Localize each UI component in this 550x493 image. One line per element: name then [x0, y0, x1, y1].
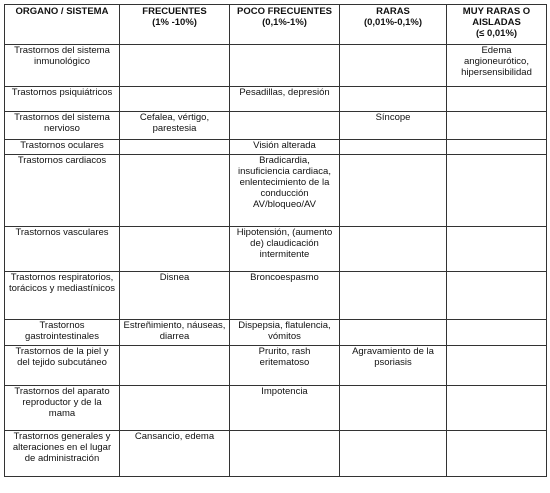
- poco-frecuentes-cell: [230, 45, 340, 87]
- header-organo-sistema: ORGANO / SISTEMA: [5, 5, 120, 45]
- header-muy-raras: MUY RARAS O AISLADAS (≤ 0,01%): [447, 5, 547, 45]
- muy-raras-cell: Edema angioneurótico, hipersensibilidad: [447, 45, 547, 87]
- organ-cell: Trastornos cardiacos: [5, 155, 120, 227]
- muy-raras-cell: [447, 87, 547, 112]
- frecuentes-cell: [120, 155, 230, 227]
- muy-raras-cell: [447, 272, 547, 320]
- raras-cell: [340, 272, 447, 320]
- organ-cell: Trastornos del sistema inmunológico: [5, 45, 120, 87]
- frecuentes-cell: [120, 140, 230, 155]
- poco-frecuentes-cell: Visión alterada: [230, 140, 340, 155]
- muy-raras-cell: [447, 227, 547, 272]
- poco-frecuentes-cell: [230, 112, 340, 140]
- raras-cell: [340, 431, 447, 477]
- table-row: [5, 431, 547, 477]
- adverse-reactions-table-wrapper: [4, 4, 547, 477]
- poco-frecuentes-cell: Broncoespasmo: [230, 272, 340, 320]
- raras-cell: [340, 227, 447, 272]
- frecuentes-cell: [120, 45, 230, 87]
- poco-frecuentes-cell: Dispepsia, flatulencia, vómitos: [230, 320, 340, 346]
- raras-cell: Síncope: [340, 112, 447, 140]
- table-row: [5, 45, 547, 87]
- table-row: [5, 272, 547, 320]
- organ-cell: Trastornos vasculares: [5, 227, 120, 272]
- header-poco-frecuentes: POCO FRECUENTES (0,1%-1%): [230, 5, 340, 45]
- organ-cell: Trastornos gastrointestinales: [5, 320, 120, 346]
- raras-cell: Agravamiento de la psoriasis: [340, 346, 447, 386]
- poco-frecuentes-cell: Bradicardia, insuficiencia cardiaca, enlentecimiento de la conducción AV/bloqueo/AV: [230, 155, 340, 227]
- raras-cell: [340, 45, 447, 87]
- raras-cell: [340, 386, 447, 431]
- muy-raras-cell: [447, 155, 547, 227]
- poco-frecuentes-cell: Pesadillas, depresión: [230, 87, 340, 112]
- table-row: [5, 155, 547, 227]
- organ-cell: Trastornos generales y alteraciones en el lugar de administración: [5, 431, 120, 477]
- muy-raras-cell: [447, 140, 547, 155]
- frecuentes-cell: Estreñimiento, náuseas, diarrea: [120, 320, 230, 346]
- frecuentes-cell: [120, 386, 230, 431]
- organ-cell: Trastornos de la piel y del tejido subcutáneo: [5, 346, 120, 386]
- organ-cell: Trastornos oculares: [5, 140, 120, 155]
- header-frecuentes: FRECUENTES (1% -10%): [120, 5, 230, 45]
- table-row: [5, 140, 547, 155]
- poco-frecuentes-cell: Impotencia: [230, 386, 340, 431]
- muy-raras-cell: [447, 112, 547, 140]
- header-raras: RARAS (0,01%-0,1%): [340, 5, 447, 45]
- adverse-reactions-table: [4, 4, 547, 477]
- raras-cell: [340, 155, 447, 227]
- muy-raras-cell: [447, 346, 547, 386]
- frecuentes-cell: Disnea: [120, 272, 230, 320]
- frecuentes-cell: [120, 87, 230, 112]
- frecuentes-cell: Cefalea, vértigo, parestesia: [120, 112, 230, 140]
- organ-cell: Trastornos del aparato reproductor y de la mama: [5, 386, 120, 431]
- organ-cell: Trastornos del sistema nervioso: [5, 112, 120, 140]
- table-row: [5, 227, 547, 272]
- raras-cell: [340, 140, 447, 155]
- poco-frecuentes-cell: [230, 431, 340, 477]
- organ-cell: Trastornos psiquiátricos: [5, 87, 120, 112]
- muy-raras-cell: [447, 386, 547, 431]
- raras-cell: [340, 87, 447, 112]
- poco-frecuentes-cell: Hipotensión, (aumento de) claudicación intermitente: [230, 227, 340, 272]
- organ-cell: Trastornos respiratorios, torácicos y mediastínicos: [5, 272, 120, 320]
- table-row: [5, 112, 547, 140]
- muy-raras-cell: [447, 431, 547, 477]
- muy-raras-cell: [447, 320, 547, 346]
- poco-frecuentes-cell: Prurito, rash eritematoso: [230, 346, 340, 386]
- table-row: [5, 386, 547, 431]
- frecuentes-cell: Cansancio, edema: [120, 431, 230, 477]
- table-row: [5, 320, 547, 346]
- table-row: [5, 87, 547, 112]
- raras-cell: [340, 320, 447, 346]
- table-header-row: [5, 5, 547, 45]
- frecuentes-cell: [120, 227, 230, 272]
- frecuentes-cell: [120, 346, 230, 386]
- table-row: [5, 346, 547, 386]
